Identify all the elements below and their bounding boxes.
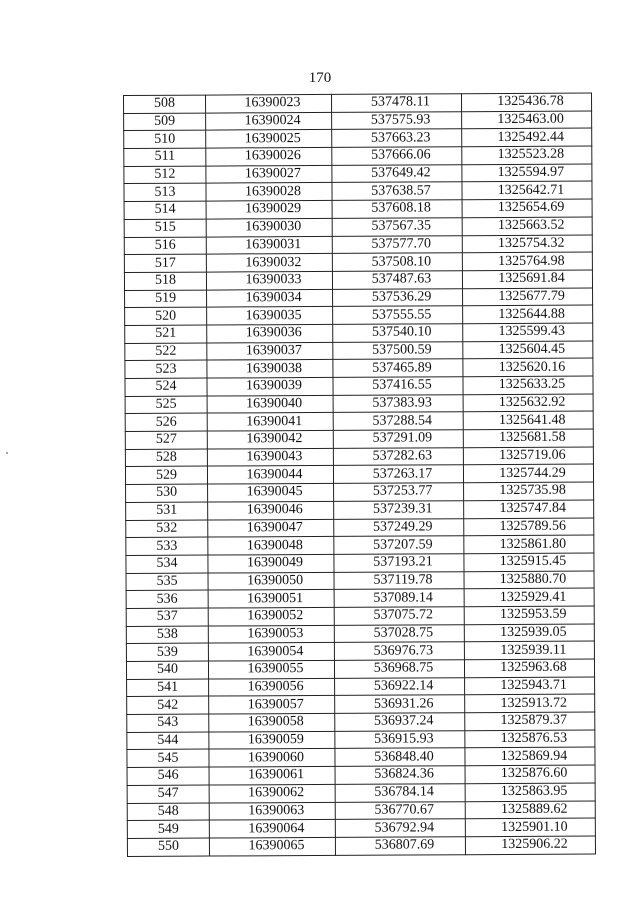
x-coordinate-cell: 536937.24 [335,713,465,731]
coordinate-table-body [124,93,596,856]
y-coordinate-cell: 1325789.56 [464,518,594,536]
x-coordinate-cell: 537649.42 [332,164,462,182]
x-coordinate-cell: 536792.94 [335,819,465,837]
row-index-cell: 548 [127,803,209,821]
point-id-cell: 16390051 [208,590,334,608]
row-index-cell: 546 [127,767,209,785]
table-row [127,801,595,821]
point-id-cell: 16390062 [209,784,335,802]
y-coordinate-cell: 1325641.48 [463,411,593,429]
table-row [124,128,592,148]
y-coordinate-cell: 1325691.84 [462,270,592,288]
table-row [127,694,595,714]
x-coordinate-cell: 537119.78 [334,571,464,589]
point-id-cell: 16390054 [208,643,334,661]
y-coordinate-cell: 1325861.80 [464,535,594,553]
table-row [125,358,593,378]
point-id-cell: 16390031 [206,236,332,254]
y-coordinate-cell: 1325869.94 [465,747,595,765]
x-coordinate-cell: 537249.29 [334,518,464,536]
y-coordinate-cell: 1325754.32 [462,235,592,253]
table-row [125,323,593,343]
table-row [127,712,595,732]
point-id-cell: 16390026 [206,147,332,165]
y-coordinate-cell: 1325901.10 [465,818,595,836]
y-coordinate-cell: 1325863.95 [465,783,595,801]
y-coordinate-cell: 1325735.98 [464,482,594,500]
x-coordinate-cell: 537193.21 [334,554,464,572]
row-index-cell: 537 [126,608,208,626]
point-id-cell: 16390048 [208,537,334,555]
y-coordinate-cell: 1325677.79 [463,288,593,306]
point-id-cell: 16390040 [207,395,333,413]
point-id-cell: 16390032 [206,254,332,272]
row-index-cell: 542 [127,696,209,714]
y-coordinate-cell: 1325939.05 [464,624,594,642]
y-coordinate-cell: 1325764.98 [462,252,592,270]
y-coordinate-cell: 1325594.97 [462,164,592,182]
row-index-cell: 526 [125,413,207,431]
x-coordinate-cell: 537567.35 [332,218,462,236]
y-coordinate-cell: 1325492.44 [462,128,592,146]
y-coordinate-cell: 1325644.88 [463,305,593,323]
x-coordinate-cell: 537288.54 [333,412,463,430]
row-index-cell: 529 [125,467,207,485]
x-coordinate-cell: 537663.23 [332,129,462,147]
point-id-cell: 16390044 [207,466,333,484]
x-coordinate-cell: 537536.29 [333,288,463,306]
x-coordinate-cell: 537028.75 [334,624,464,642]
row-index-cell: 541 [127,679,209,697]
y-coordinate-cell: 1325633.25 [463,376,593,394]
x-coordinate-cell: 537263.17 [333,465,463,483]
row-index-cell: 547 [127,785,209,803]
x-coordinate-cell: 537207.59 [334,536,464,554]
x-coordinate-cell: 536807.69 [335,837,465,855]
row-index-cell: 520 [125,307,207,325]
row-index-cell: 525 [125,396,207,414]
row-index-cell: 517 [124,254,206,272]
point-id-cell: 16390039 [207,377,333,395]
table-row [127,747,595,767]
table-row [125,411,593,431]
point-id-cell: 16390055 [208,660,334,678]
table-row [124,199,592,219]
x-coordinate-cell: 537508.10 [332,253,462,271]
point-id-cell: 16390050 [208,572,334,590]
point-id-cell: 16390037 [207,342,333,360]
point-id-cell: 16390034 [207,289,333,307]
table-row [126,482,594,502]
row-index-cell: 523 [125,360,207,378]
y-coordinate-cell: 1325681.58 [463,429,593,447]
point-id-cell: 16390035 [207,307,333,325]
row-index-cell: 527 [125,431,207,449]
y-coordinate-cell: 1325889.62 [465,801,595,819]
row-index-cell: 535 [126,573,208,591]
x-coordinate-cell: 537416.55 [333,377,463,395]
table-row [125,429,593,449]
x-coordinate-cell: 537500.59 [333,341,463,359]
x-coordinate-cell: 537282.63 [333,447,463,465]
table-row [127,836,595,856]
row-index-cell: 510 [124,130,206,148]
x-coordinate-cell: 536968.75 [334,660,464,678]
y-coordinate-cell: 1325632.92 [463,394,593,412]
table-row [126,535,594,555]
x-coordinate-cell: 537608.18 [332,200,462,218]
point-id-cell: 16390042 [207,430,333,448]
x-coordinate-cell: 537487.63 [332,271,462,289]
row-index-cell: 513 [124,184,206,202]
table-row [127,765,595,785]
row-index-cell: 550 [127,838,209,856]
row-index-cell: 544 [127,732,209,750]
table-row [126,659,594,679]
y-coordinate-cell: 1325913.72 [465,694,595,712]
point-id-cell: 16390061 [209,767,335,785]
row-index-cell: 530 [126,484,208,502]
table-row [125,447,593,467]
table-row [124,252,592,272]
table-row [126,606,594,626]
y-coordinate-cell: 1325663.52 [462,217,592,235]
point-id-cell: 16390036 [207,324,333,342]
y-coordinate-cell: 1325939.11 [464,641,594,659]
page-number: 170 [308,70,332,86]
y-coordinate-cell: 1325436.78 [461,93,591,111]
table-row [127,783,595,803]
y-coordinate-cell: 1325879.37 [465,712,595,730]
y-coordinate-cell: 1325915.45 [464,553,594,571]
table-row [127,677,595,697]
x-coordinate-cell: 537555.55 [333,306,463,324]
x-coordinate-cell: 537089.14 [334,589,464,607]
row-index-cell: 545 [127,749,209,767]
y-coordinate-cell: 1325523.28 [462,146,592,164]
point-id-cell: 16390053 [208,625,334,643]
table-row [124,181,592,201]
row-index-cell: 514 [124,201,206,219]
point-id-cell: 16390041 [207,413,333,431]
row-index-cell: 508 [124,95,206,113]
x-coordinate-cell: 537575.93 [332,111,462,129]
coordinate-table [123,93,596,857]
table-row [124,235,592,255]
table-row [125,288,593,308]
x-coordinate-cell: 537383.93 [333,394,463,412]
x-coordinate-cell: 537577.70 [332,235,462,253]
point-id-cell: 16390059 [209,731,335,749]
row-index-cell: 515 [124,219,206,237]
table-row [124,270,592,290]
row-index-cell: 524 [125,378,207,396]
y-coordinate-cell: 1325620.16 [463,358,593,376]
margin-speck [6,452,8,454]
x-coordinate-cell: 536931.26 [335,695,465,713]
y-coordinate-cell: 1325744.29 [463,464,593,482]
y-coordinate-cell: 1325719.06 [463,447,593,465]
point-id-cell: 16390027 [206,165,332,183]
point-id-cell: 16390038 [207,360,333,378]
y-coordinate-cell: 1325906.22 [465,836,595,854]
y-coordinate-cell: 1325880.70 [464,571,594,589]
y-coordinate-cell: 1325876.53 [465,730,595,748]
row-index-cell: 549 [127,820,209,838]
row-index-cell: 522 [125,343,207,361]
table-row [125,305,593,325]
x-coordinate-cell: 537253.77 [334,483,464,501]
y-coordinate-cell: 1325604.45 [463,341,593,359]
y-coordinate-cell: 1325642.71 [462,181,592,199]
y-coordinate-cell: 1325953.59 [464,606,594,624]
table-row [127,730,595,750]
row-index-cell: 534 [126,555,208,573]
x-coordinate-cell: 537239.31 [334,501,464,519]
table-row [124,164,592,184]
x-coordinate-cell: 536848.40 [335,748,465,766]
y-coordinate-cell: 1325876.60 [465,765,595,783]
row-index-cell: 516 [124,237,206,255]
point-id-cell: 16390052 [208,607,334,625]
x-coordinate-cell: 537478.11 [331,94,461,112]
point-id-cell: 16390028 [206,183,332,201]
table-row [126,624,594,644]
table-row [125,394,593,414]
point-id-cell: 16390046 [208,501,334,519]
y-coordinate-cell: 1325747.84 [464,500,594,518]
table-row [127,818,595,838]
table-row [126,641,594,661]
y-coordinate-cell: 1325943.71 [465,677,595,695]
point-id-cell: 16390049 [208,554,334,572]
x-coordinate-cell: 537540.10 [333,324,463,342]
row-index-cell: 536 [126,590,208,608]
row-index-cell: 538 [126,626,208,644]
table-row [126,588,594,608]
x-coordinate-cell: 537666.06 [332,147,462,165]
row-index-cell: 543 [127,714,209,732]
table-row [124,111,592,131]
x-coordinate-cell: 536770.67 [335,801,465,819]
table-row [124,93,592,113]
row-index-cell: 509 [124,113,206,131]
y-coordinate-cell: 1325929.41 [464,588,594,606]
point-id-cell: 16390057 [209,696,335,714]
point-id-cell: 16390029 [206,201,332,219]
table-row [126,500,594,520]
row-index-cell: 519 [125,290,207,308]
x-coordinate-cell: 536922.14 [335,677,465,695]
point-id-cell: 16390065 [209,837,335,855]
point-id-cell: 16390025 [206,130,332,148]
point-id-cell: 16390033 [206,271,332,289]
point-id-cell: 16390024 [206,112,332,130]
point-id-cell: 16390058 [209,713,335,731]
x-coordinate-cell: 536784.14 [335,784,465,802]
point-id-cell: 16390056 [209,678,335,696]
y-coordinate-cell: 1325463.00 [462,111,592,129]
y-coordinate-cell: 1325963.68 [464,659,594,677]
table-row [126,518,594,538]
row-index-cell: 532 [126,520,208,538]
point-id-cell: 16390063 [209,802,335,820]
x-coordinate-cell: 537465.89 [333,359,463,377]
row-index-cell: 539 [126,643,208,661]
point-id-cell: 16390030 [206,218,332,236]
y-coordinate-cell: 1325599.43 [463,323,593,341]
table-row [126,553,594,573]
point-id-cell: 16390023 [206,94,332,112]
point-id-cell: 16390047 [208,519,334,537]
point-id-cell: 16390045 [208,484,334,502]
x-coordinate-cell: 537075.72 [334,607,464,625]
point-id-cell: 16390060 [209,749,335,767]
x-coordinate-cell: 536915.93 [335,730,465,748]
row-index-cell: 528 [125,449,207,467]
x-coordinate-cell: 536824.36 [335,766,465,784]
table-row [126,571,594,591]
table-row [125,464,593,484]
point-id-cell: 16390043 [207,448,333,466]
row-index-cell: 521 [125,325,207,343]
row-index-cell: 533 [126,537,208,555]
table-row [124,217,592,237]
table-row [124,146,592,166]
row-index-cell: 518 [124,272,206,290]
row-index-cell: 512 [124,166,206,184]
x-coordinate-cell: 536976.73 [334,642,464,660]
row-index-cell: 540 [126,661,208,679]
table-row [125,376,593,396]
row-index-cell: 531 [126,502,208,520]
row-index-cell: 511 [124,148,206,166]
y-coordinate-cell: 1325654.69 [462,199,592,217]
x-coordinate-cell: 537291.09 [333,430,463,448]
point-id-cell: 16390064 [209,820,335,838]
x-coordinate-cell: 537638.57 [332,182,462,200]
table-row [125,341,593,361]
